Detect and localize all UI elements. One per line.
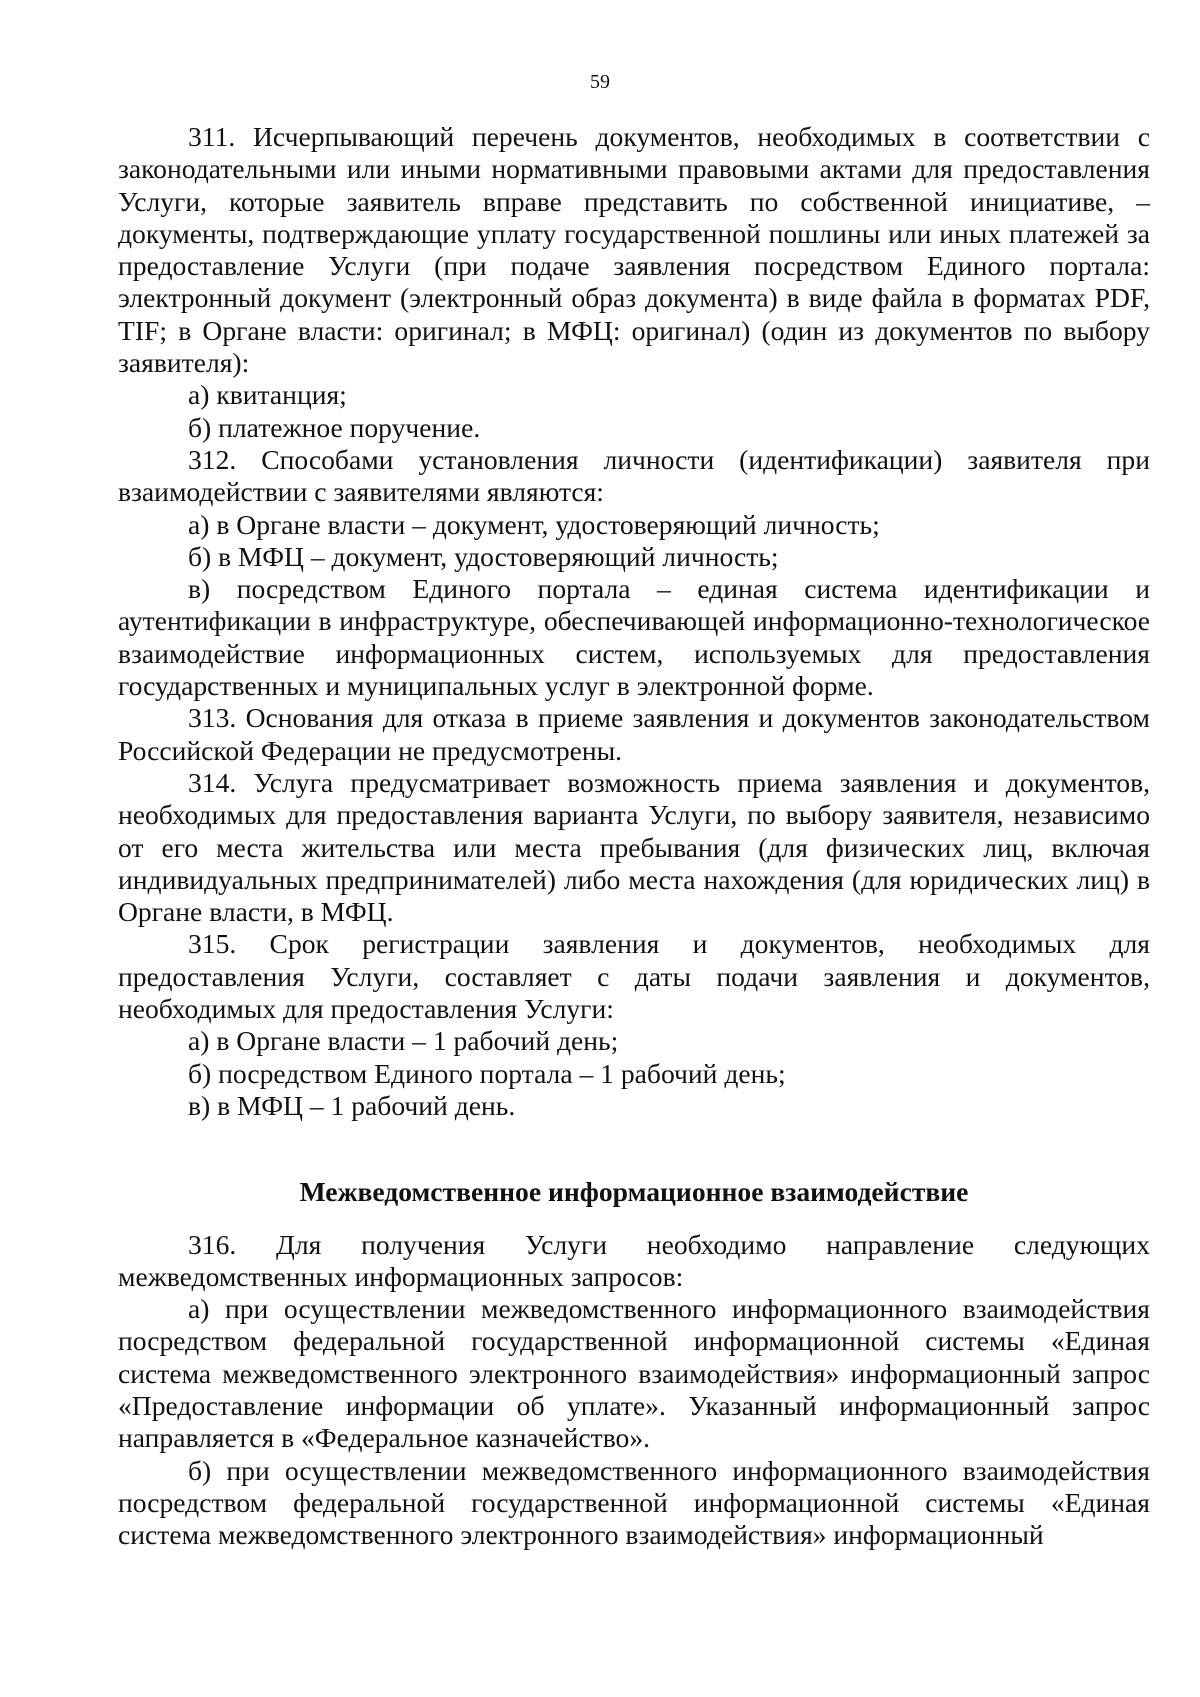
list-item-request-a: а) при осуществлении межведомственного информационного взаимодействия посредством федеральной государственной информационной системы «Единая система межведомственного электронного взаимодействия» информационный запрос «Предоставление информации об уплате». Указанный информационный запрос направляется в «Федеральное казначейство». (118, 1293, 1150, 1454)
list-item-authority-term: а) в Органе власти – 1 рабочий день; (188, 1025, 619, 1057)
list-item-portal-term: б) посредством Единого портала – 1 рабочий день; (188, 1057, 786, 1089)
paragraph-316: 316. Для получения Услуги необходимо направление следующих межведомственных информационных запросов: (118, 1228, 1150, 1292)
list-item-authority-id: а) в Органе власти – документ, удостоверяющий личность; (188, 508, 880, 540)
document-body (118, 121, 1150, 1551)
list-item-mfc-id: б) в МФЦ – документ, удостоверяющий личность; (188, 540, 779, 572)
list-item-payment-order: б) платежное поручение. (188, 411, 481, 443)
list-item-receipt: а) квитанция; (188, 379, 347, 411)
paragraph-315: 315. Срок регистрации заявления и документов, необходимых для предоставления Услуги, составляет с даты подачи заявления и документов, необходимых для предоставления Услуги: (118, 928, 1150, 1025)
section-heading: Межведомственное информационное взаимодействие (299, 1176, 969, 1208)
list-item-request-b: б) при осуществлении межведомственного информационного взаимодействия посредством федеральной государственной информационной системы «Единая система межведомственного электронного взаимодействия» информационный (118, 1454, 1150, 1551)
list-item-mfc-term: в) в МФЦ – 1 рабочий день. (188, 1089, 516, 1121)
paragraph-314: 314. Услуга предусматривает возможность приема заявления и документов, необходимых для предоставления варианта Услуги, по выбору заявителя, независимо от его места жительства или места пребывания (для физических лиц, включая индивидуальных предпринимателей) либо места нахождения (для юридических лиц) в Органе власти, в МФЦ. (118, 766, 1150, 928)
list-item-portal-id: в) посредством Единого портала – единая система идентификации и аутентификации в инфраструктуре, обеспечивающей информационно-технологическое взаимодействие информационных систем, используемых для предоставления государственных и муниципальных услуг в электронной форме. (118, 573, 1150, 702)
paragraph-312: 312. Способами установления личности (идентификации) заявителя при взаимодействии с заявителями являются: (118, 443, 1150, 508)
paragraph-311: 311. Исчерпывающий перечень документов, необходимых в соответствии с законодательными или иными нормативными правовыми актами для предоставления Услуги, которые заявитель вправе представить по собственной инициативе, – документы, подтверждающие уплату государственной пошлины или иных платежей за предоставление Услуги (при подаче заявления посредством Единого портала: электронный документ (электронный образ документа) в виде файла в форматах PDF, TIF; в Органе власти: оригинал; в МФЦ: оригинал) (один из документов по выбору заявителя): (118, 121, 1150, 379)
paragraph-313: 313. Основания для отказа в приеме заявления и документов законодательством Российской Федерации не предусмотрены. (118, 702, 1150, 766)
page-number: 59 (590, 71, 610, 93)
